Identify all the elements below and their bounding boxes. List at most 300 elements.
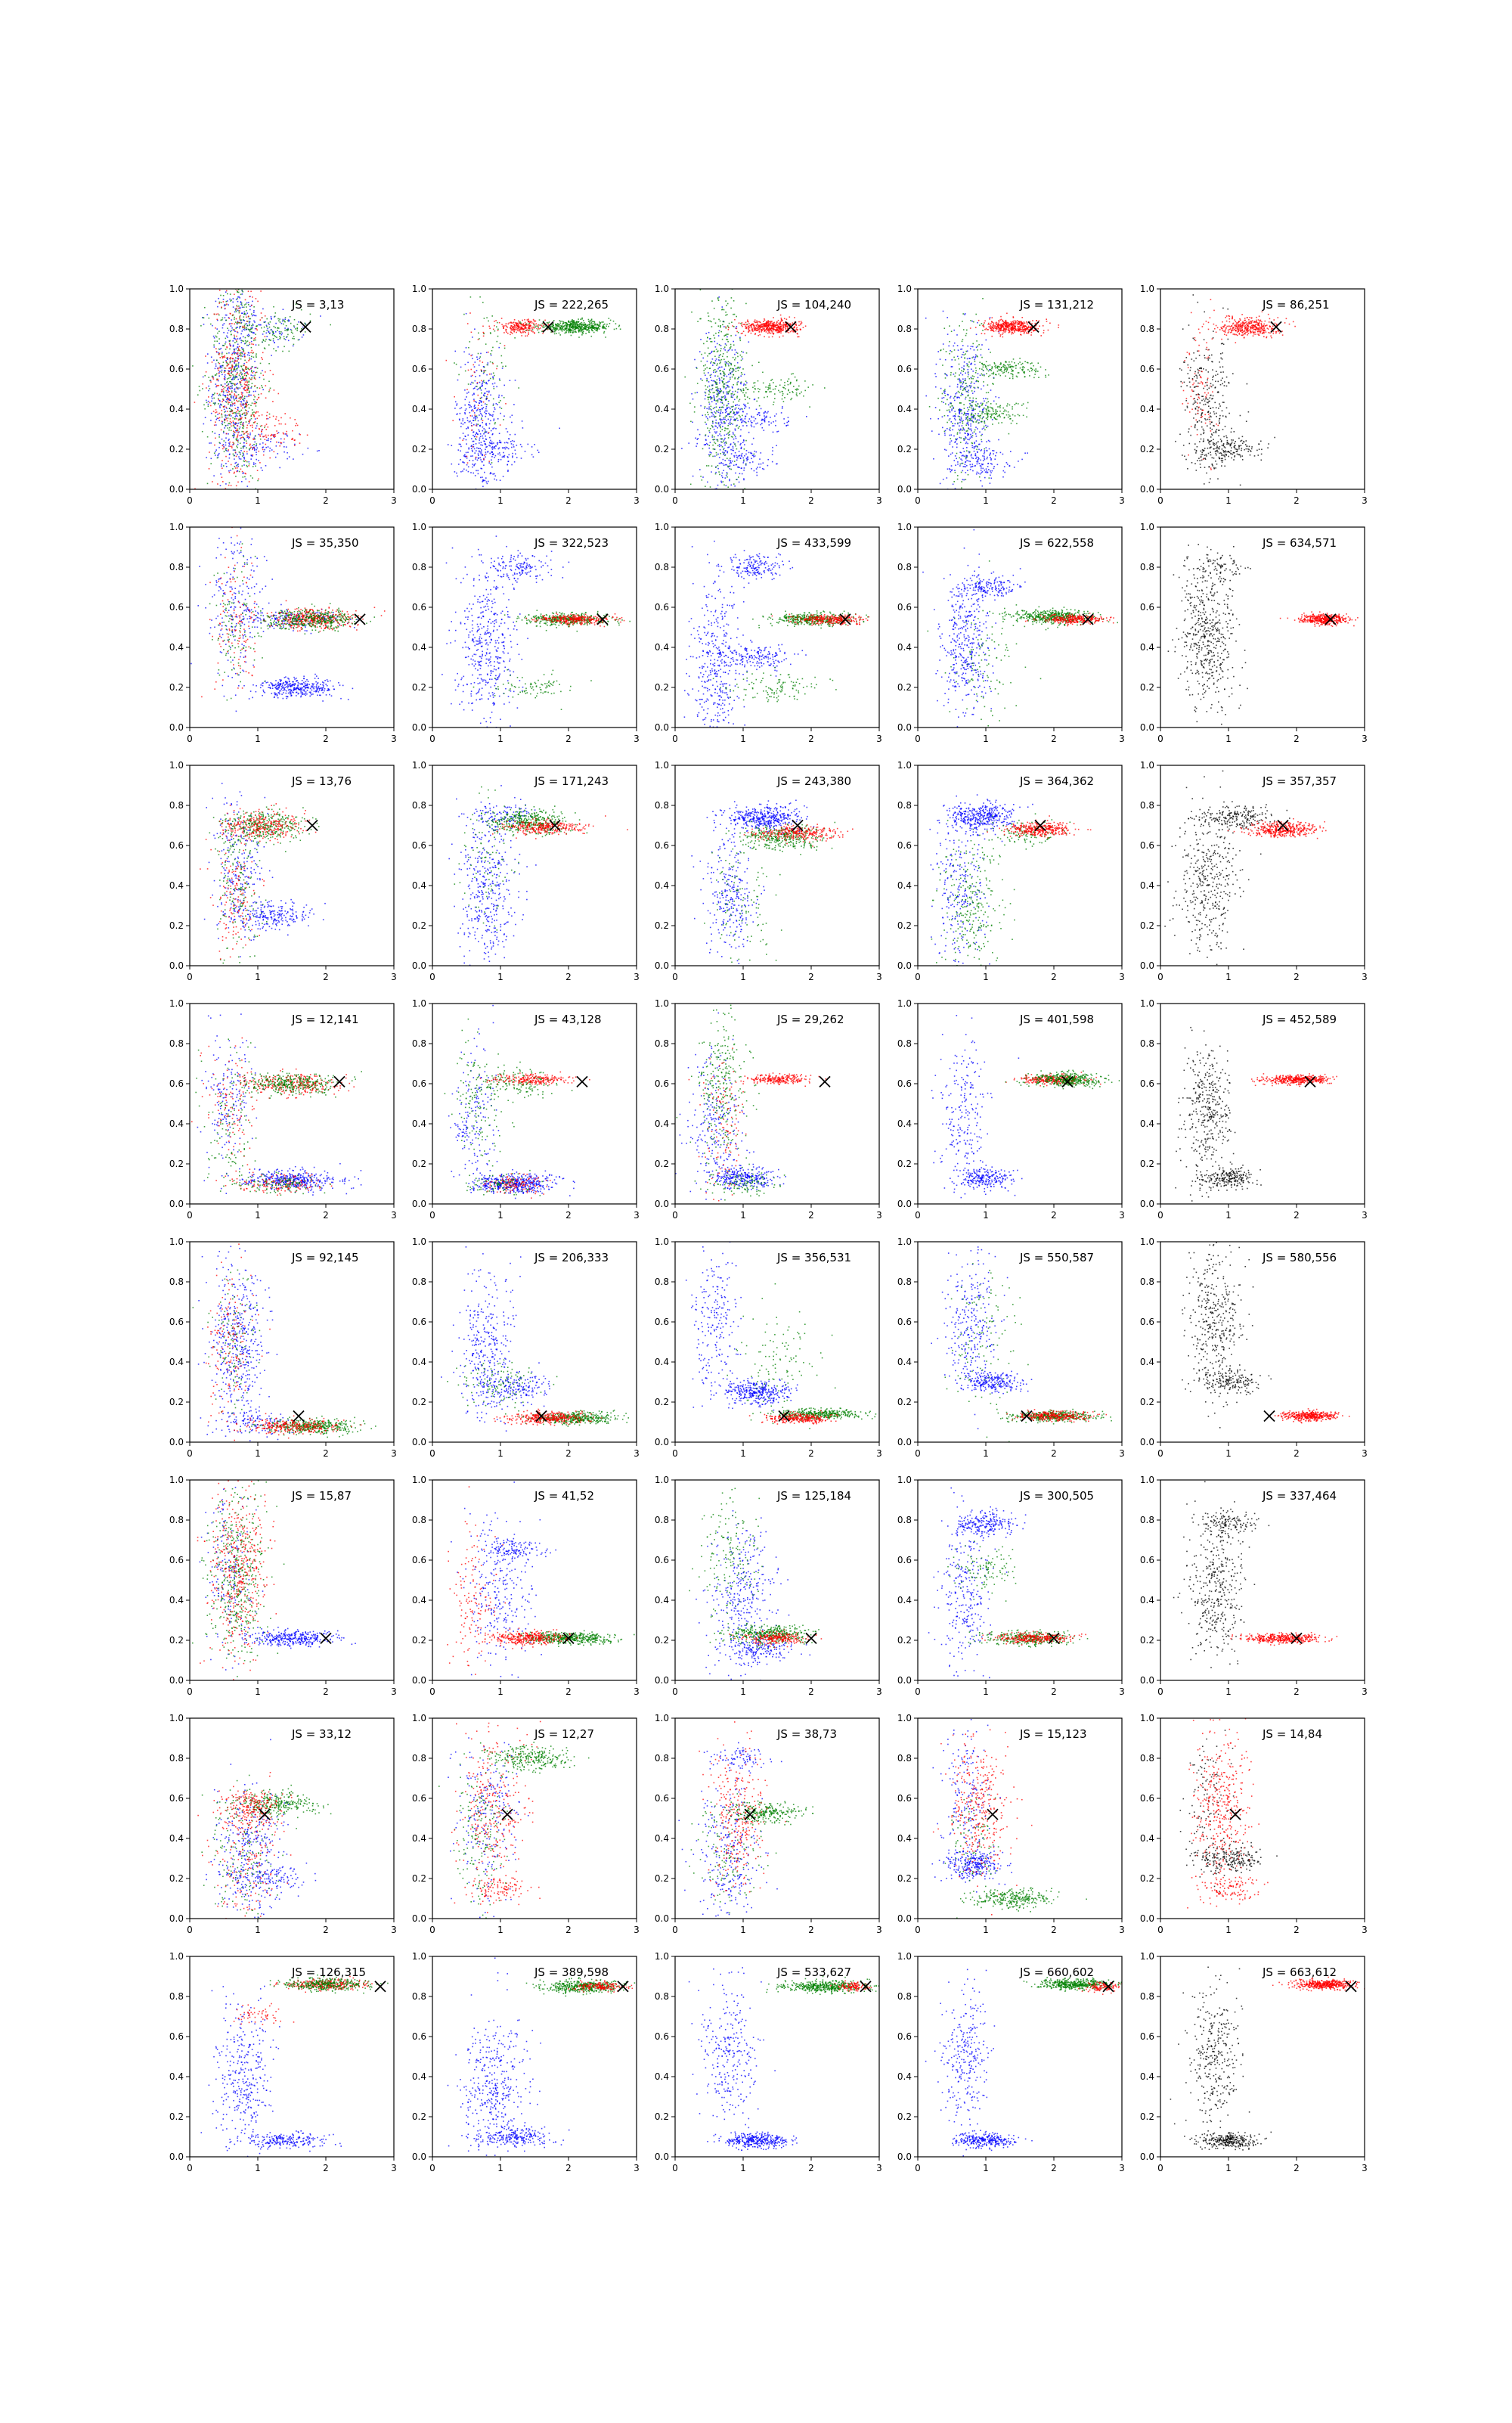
point	[237, 430, 238, 431]
point	[789, 392, 791, 393]
point	[717, 389, 719, 391]
point	[521, 328, 522, 330]
point	[500, 442, 501, 443]
point	[222, 365, 223, 367]
point	[509, 439, 510, 440]
point	[531, 446, 533, 448]
point	[228, 318, 230, 319]
point	[553, 329, 554, 330]
point	[715, 322, 717, 324]
point	[507, 464, 508, 466]
point	[243, 388, 245, 389]
point	[265, 336, 266, 337]
point	[507, 471, 509, 473]
point	[588, 328, 590, 330]
point	[246, 389, 248, 390]
point	[531, 328, 533, 330]
point	[721, 390, 723, 392]
point	[248, 345, 249, 346]
point	[727, 352, 728, 353]
point	[202, 388, 203, 389]
point	[215, 386, 217, 388]
point	[797, 329, 798, 330]
point	[223, 299, 225, 300]
point	[226, 353, 228, 355]
point	[528, 334, 529, 335]
point	[253, 371, 255, 373]
point	[962, 386, 964, 388]
point	[245, 299, 246, 301]
point	[957, 345, 959, 346]
point	[236, 400, 237, 402]
point	[780, 326, 782, 327]
point	[222, 439, 223, 440]
point	[215, 348, 217, 349]
point	[253, 372, 254, 374]
point	[476, 410, 478, 411]
point	[492, 383, 494, 385]
point	[476, 415, 478, 417]
point	[528, 321, 530, 323]
point	[294, 445, 296, 446]
point	[219, 302, 221, 303]
point	[473, 400, 475, 402]
point	[787, 327, 789, 328]
point	[283, 324, 284, 325]
point	[605, 337, 606, 338]
point	[242, 293, 243, 295]
point	[236, 395, 237, 396]
point	[779, 323, 780, 324]
point	[255, 401, 256, 402]
point	[983, 398, 984, 399]
point	[479, 458, 481, 459]
point	[475, 438, 476, 439]
point	[748, 432, 750, 433]
point	[727, 325, 729, 327]
point	[729, 480, 730, 482]
point	[532, 331, 534, 333]
point	[261, 430, 262, 432]
point	[249, 445, 251, 446]
point	[751, 333, 752, 334]
point	[251, 313, 253, 315]
point	[243, 329, 244, 330]
point	[785, 425, 787, 427]
point	[241, 410, 243, 411]
point	[792, 322, 794, 324]
x-tick-label: 0	[672, 495, 678, 506]
point	[209, 380, 211, 382]
point	[530, 321, 531, 322]
point	[214, 404, 215, 405]
point	[238, 401, 240, 402]
point	[723, 379, 724, 380]
point	[251, 343, 253, 345]
point	[279, 336, 280, 337]
point	[501, 355, 503, 357]
point	[720, 420, 722, 421]
point	[513, 441, 515, 442]
point	[766, 325, 767, 327]
point	[248, 360, 249, 361]
point	[739, 482, 740, 483]
point	[475, 464, 476, 465]
point	[712, 439, 714, 441]
point	[239, 327, 240, 329]
point	[253, 321, 255, 322]
point	[736, 448, 738, 450]
point	[226, 385, 228, 386]
point	[705, 389, 707, 390]
point	[248, 404, 249, 405]
point	[237, 429, 238, 430]
point	[237, 358, 239, 360]
point	[722, 371, 723, 372]
point	[280, 439, 282, 440]
point	[265, 439, 266, 440]
point	[539, 319, 541, 321]
point	[489, 427, 491, 429]
scatter-points	[192, 288, 331, 489]
point	[758, 397, 760, 399]
point	[215, 424, 217, 426]
point	[743, 461, 745, 462]
point	[490, 445, 491, 447]
point	[266, 326, 268, 327]
point	[256, 355, 257, 357]
point	[215, 415, 217, 417]
point	[717, 485, 719, 486]
point	[736, 455, 737, 457]
point	[478, 473, 479, 475]
point	[490, 395, 491, 396]
point	[573, 327, 575, 329]
point	[950, 454, 952, 455]
point	[486, 374, 488, 376]
point	[709, 392, 711, 393]
point	[573, 320, 575, 321]
point	[277, 318, 279, 320]
point	[761, 330, 763, 331]
point	[226, 399, 228, 401]
point	[246, 306, 247, 308]
point	[224, 306, 225, 307]
point	[491, 459, 492, 461]
point	[225, 386, 226, 388]
point	[723, 449, 724, 451]
point	[521, 335, 522, 337]
point	[243, 349, 244, 351]
point	[256, 454, 257, 455]
point	[730, 461, 731, 463]
point	[953, 346, 955, 347]
point	[235, 309, 237, 311]
point	[792, 391, 793, 392]
point	[283, 433, 284, 434]
point	[496, 403, 497, 405]
point	[717, 350, 719, 352]
point	[760, 424, 761, 426]
point	[719, 380, 720, 382]
point	[727, 303, 729, 305]
point	[560, 328, 562, 330]
point	[522, 320, 523, 321]
series-red	[725, 315, 806, 338]
point	[274, 342, 275, 343]
point	[731, 297, 733, 299]
point	[279, 338, 280, 340]
point	[253, 462, 255, 464]
point	[250, 395, 252, 396]
point	[245, 368, 246, 370]
point	[219, 394, 221, 396]
point	[211, 396, 212, 398]
point	[236, 341, 237, 343]
point	[706, 423, 708, 425]
point	[765, 417, 767, 418]
point	[243, 413, 245, 414]
point	[249, 377, 250, 379]
point	[490, 361, 491, 363]
point	[243, 431, 244, 433]
point	[985, 425, 987, 427]
point	[274, 327, 276, 329]
point	[698, 438, 699, 439]
point	[236, 353, 237, 355]
point	[716, 383, 717, 385]
point	[733, 326, 735, 327]
point	[466, 313, 467, 315]
point	[758, 388, 759, 389]
point	[463, 462, 465, 464]
point	[478, 420, 479, 422]
point	[240, 450, 242, 451]
point	[982, 429, 984, 430]
point	[514, 461, 516, 463]
point	[215, 383, 217, 385]
point	[790, 331, 792, 333]
point	[603, 321, 604, 323]
point	[586, 325, 587, 327]
point	[519, 327, 521, 329]
point	[965, 414, 967, 416]
point	[479, 439, 480, 441]
point	[772, 330, 773, 332]
point	[216, 419, 218, 420]
point	[460, 408, 461, 410]
point	[730, 377, 731, 378]
point	[973, 356, 974, 358]
point	[476, 432, 478, 433]
point	[248, 384, 249, 386]
point	[485, 456, 486, 458]
point	[593, 321, 594, 322]
point	[706, 408, 708, 410]
point	[969, 429, 971, 430]
point	[981, 344, 983, 346]
point	[240, 377, 241, 378]
point	[206, 371, 207, 373]
point	[512, 455, 513, 457]
point	[764, 469, 765, 470]
point	[215, 421, 216, 423]
point	[228, 449, 229, 451]
point	[483, 395, 485, 396]
point	[968, 439, 970, 441]
point	[697, 430, 699, 431]
point	[742, 442, 744, 443]
point	[749, 418, 751, 420]
point	[728, 361, 730, 362]
point	[280, 337, 281, 339]
point	[238, 456, 240, 458]
point	[222, 467, 223, 469]
point	[717, 440, 719, 442]
point	[578, 331, 580, 333]
point	[736, 405, 738, 406]
point	[521, 446, 522, 448]
point	[227, 333, 228, 334]
point	[719, 383, 720, 384]
point	[228, 442, 230, 444]
point	[285, 433, 287, 435]
point	[493, 442, 494, 444]
point	[738, 455, 739, 457]
point	[236, 415, 237, 417]
point	[498, 402, 500, 404]
point	[703, 343, 705, 345]
point	[212, 361, 213, 363]
point	[593, 327, 594, 329]
point	[240, 334, 242, 335]
point	[745, 326, 746, 327]
point	[796, 388, 798, 389]
point	[504, 345, 506, 346]
point	[476, 450, 477, 451]
point	[262, 389, 264, 391]
point	[739, 415, 740, 417]
point	[266, 423, 268, 425]
point	[493, 329, 494, 330]
point	[695, 392, 696, 394]
point	[741, 422, 742, 423]
point	[716, 452, 717, 454]
point	[266, 418, 268, 420]
point	[722, 446, 723, 448]
point	[230, 393, 231, 395]
point	[754, 329, 756, 330]
point	[251, 331, 253, 333]
point	[591, 323, 593, 324]
point	[795, 377, 796, 378]
point	[750, 452, 751, 454]
point	[240, 419, 241, 420]
point	[246, 323, 247, 324]
point	[236, 336, 237, 337]
point	[476, 417, 478, 419]
point	[565, 324, 566, 326]
point	[753, 327, 754, 329]
point	[562, 329, 564, 330]
point	[473, 431, 475, 433]
point	[499, 322, 500, 324]
point	[732, 461, 733, 462]
point	[486, 481, 488, 482]
point	[733, 357, 734, 358]
point	[734, 456, 736, 458]
point	[237, 482, 239, 483]
point	[711, 401, 713, 402]
point	[944, 392, 946, 394]
point	[608, 326, 609, 327]
point	[501, 408, 503, 409]
point	[236, 309, 237, 310]
point	[531, 327, 533, 328]
point	[494, 473, 495, 475]
point	[279, 423, 280, 425]
point	[600, 326, 601, 327]
point	[494, 408, 496, 410]
point	[483, 380, 485, 382]
point	[748, 330, 749, 332]
point	[491, 414, 492, 416]
point	[469, 420, 471, 422]
point	[740, 443, 742, 445]
point	[569, 326, 571, 327]
point	[508, 448, 510, 450]
point	[954, 418, 956, 420]
point	[256, 425, 258, 427]
point	[708, 420, 709, 421]
point	[253, 399, 255, 401]
point	[274, 436, 275, 437]
point	[243, 455, 245, 456]
point	[490, 440, 491, 442]
point	[716, 365, 717, 366]
point	[472, 375, 473, 377]
y-tick-label: 0.6	[169, 364, 184, 374]
point	[227, 411, 228, 412]
point	[727, 466, 729, 467]
point	[516, 445, 518, 446]
point	[217, 483, 218, 485]
point	[971, 455, 972, 457]
point	[486, 396, 488, 398]
point	[203, 324, 205, 325]
point	[240, 308, 241, 309]
point	[494, 422, 496, 423]
point	[970, 387, 971, 389]
point	[225, 315, 227, 316]
point	[699, 351, 701, 352]
point	[483, 402, 485, 403]
point	[240, 373, 241, 374]
point	[241, 417, 243, 419]
point	[747, 320, 748, 321]
point	[246, 321, 248, 322]
point	[206, 402, 208, 404]
point	[242, 465, 243, 467]
point	[719, 371, 720, 372]
point	[731, 397, 733, 399]
x-tick-label: 2	[565, 495, 572, 506]
point	[246, 447, 247, 448]
point	[717, 468, 719, 470]
point	[720, 345, 722, 346]
point	[272, 401, 274, 402]
point	[276, 442, 277, 443]
